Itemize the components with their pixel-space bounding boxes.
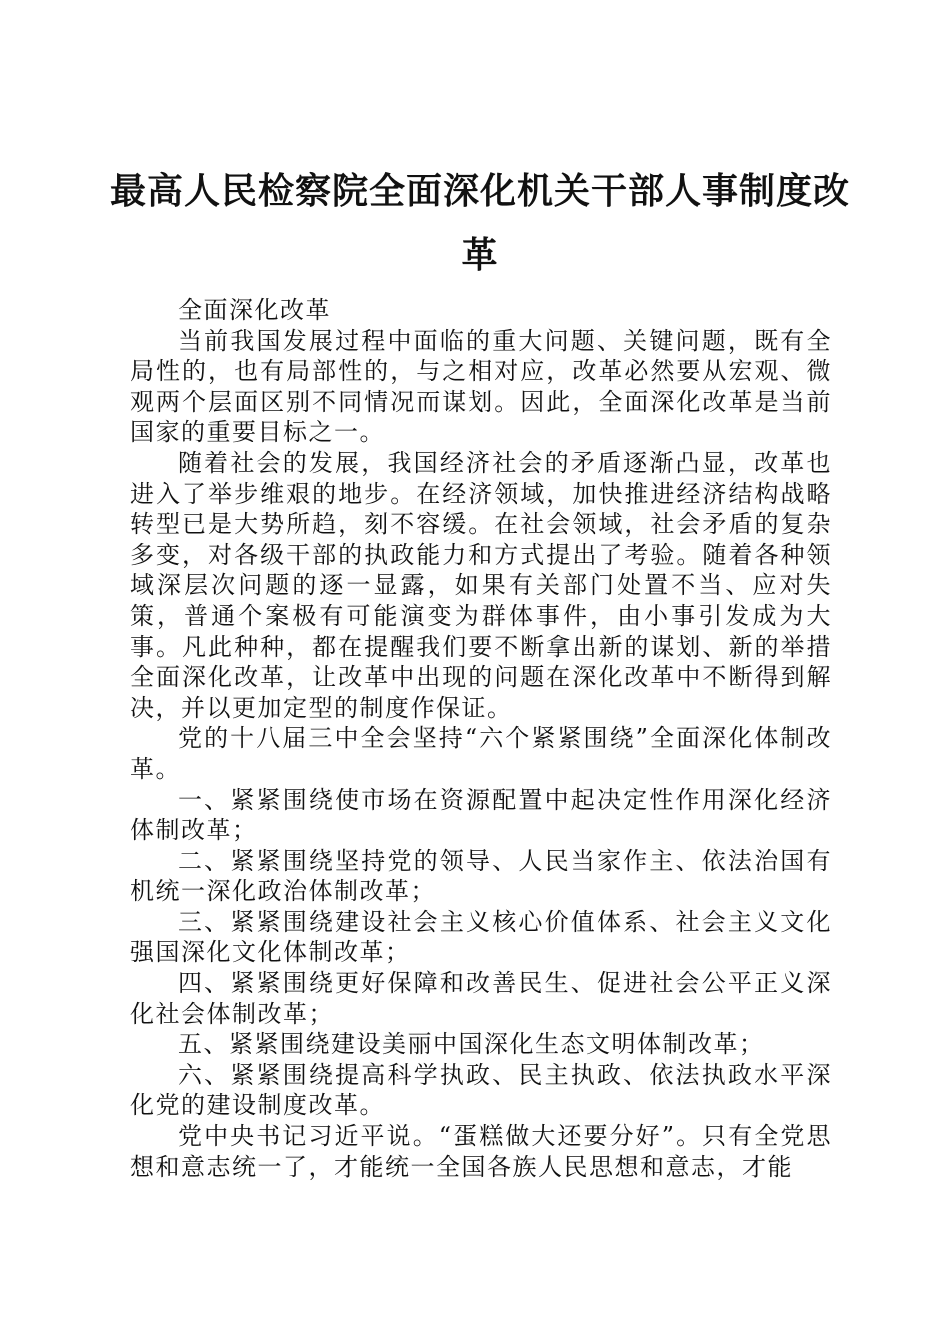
document-title: 最高人民检察院全面深化机关干部人事制度改革 <box>110 171 851 276</box>
list-item: 二、紧紧围绕坚持党的领导、人民当家作主、依法治国有机统一深化政治体制改革； <box>130 846 832 906</box>
list-item: 五、紧紧围绕建设美丽中国深化生态文明体制改革； <box>178 1030 765 1059</box>
list-item: 三、紧紧围绕建设社会主义核心价值体系、社会主义文化强国深化文化体制改革； <box>130 907 832 967</box>
list-item: 六、紧紧围绕提高科学执政、民主执政、依法执政水平深化党的建设制度改革。 <box>130 1060 832 1120</box>
list-item: 四、紧紧围绕更好保障和改善民生、促进社会公平正义深化社会体制改革； <box>130 969 832 1028</box>
paragraph: 党的十八届三中全会坚持“六个紧紧围绕”全面深化体制改革。 <box>130 724 832 783</box>
document-body <box>130 295 832 1182</box>
paragraph: 当前我国发展过程中面临的重大问题、关键问题，既有全局性的，也有局部性的，与之相对应，改革必然要从宏观、微观两个层面区别不同情况而谋划。因此，全面深化改革是当前国家的重要目标之一。 <box>130 326 832 447</box>
paragraph-section-heading: 全面深化改革 <box>178 296 331 324</box>
paragraph: 随着社会的发展，我国经济社会的矛盾逐渐凸显，改革也进入了举步维艰的地步。在经济领域，加快推进经济结构战略转型已是大势所趋，刻不容缓。在社会领域，社会矛盾的复杂多变，对各级干部的执政能力和方式提出了考验。随着各种领域深层次问题的逐一显露，如果有关部门处置不当、应对失策，普通个案极有可能演变为群体事件，由小事引发成为大事。凡此种种，都在提醒我们要不断拿出新的谋划、新的举措全面深化改革，让改革中出现的问题在深化改革中不断得到解决，并以更加定型的制度作保证。 <box>130 448 832 722</box>
paragraph: 党中央书记习近平说。“蛋糕做大还要分好”。只有全党思想和意志统一了，才能统一全国各族人民思想和意志，才能 <box>130 1122 832 1181</box>
list-item: 一、紧紧围绕使市场在资源配置中起决定性作用深化经济体制改革； <box>130 785 832 845</box>
